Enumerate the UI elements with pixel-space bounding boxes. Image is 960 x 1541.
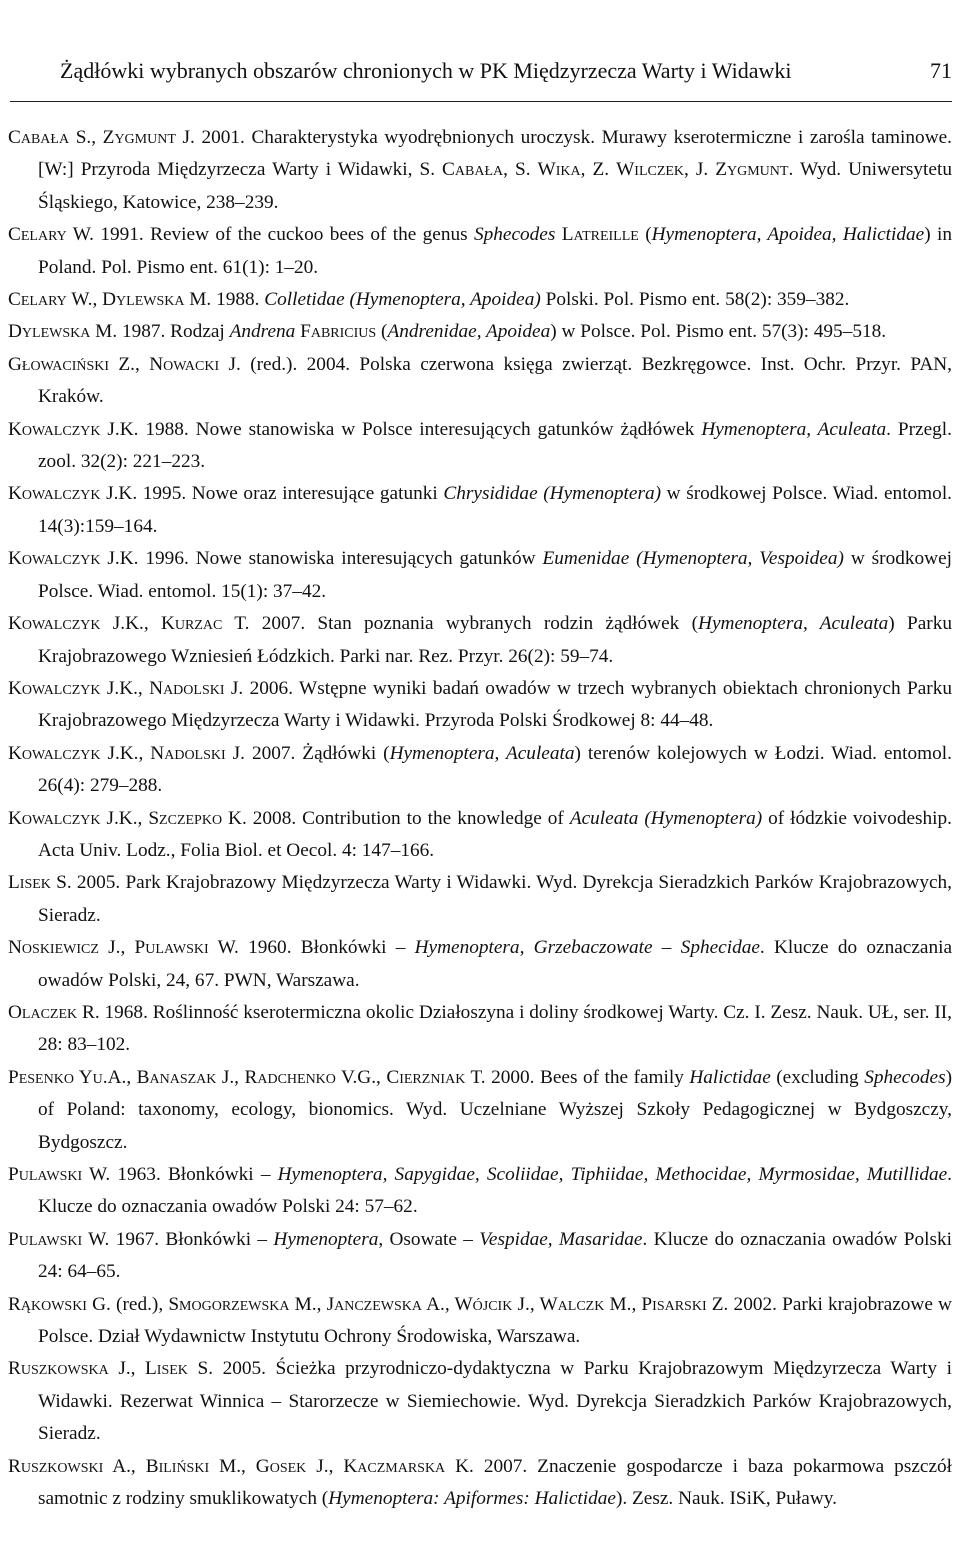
header-divider (10, 101, 952, 102)
reference-italic-text: Hymenoptera: Apiformes: Halictidae (328, 1488, 616, 1510)
reference-text: 2008. Contribution to the knowledge of (246, 807, 570, 829)
reference-entry (8, 284, 952, 316)
reference-text: (red.), (110, 1293, 169, 1315)
reference-author: Rąkowski G. (8, 1293, 111, 1315)
reference-text: ) Parku Krajobrazowego Wzniesień Łódzkich. Parki nar. Rez. Przyr. 26(2): 59–74. (38, 613, 952, 667)
reference-text: w środkowej Polsce. Wiad. entomol. 15(1): 37–42. (38, 548, 952, 602)
reference-italic-text: Hymenoptera, Aculeata (389, 742, 575, 764)
reference-author: Kowalczyk J.K., Nadolski J. (8, 677, 244, 699)
reference-italic-text: Chrysididae (Hymenoptera) (443, 483, 662, 505)
reference-author: Olaczek R. (8, 1001, 100, 1023)
reference-text: ( (376, 321, 388, 343)
reference-entry (8, 867, 952, 932)
reference-entry (8, 543, 952, 608)
reference-text: Polski. Pol. Pismo ent. 58(2): 359–382. (540, 289, 850, 311)
reference-author: Kowalczyk J.K., Kurzac T. (8, 613, 250, 635)
reference-entry (8, 349, 952, 414)
reference-text: (red.). 2004. Polska czerwona księga zwierząt. Bezkręgowce. Inst. Ochr. Przyr. PAN, Kraków. (38, 353, 952, 408)
reference-text: 1960. Błonkówki – (238, 937, 415, 959)
reference-text: 1967. Błonkówki – (109, 1228, 274, 1250)
reference-entry (8, 738, 952, 803)
reference-italic-text: Andrenidae, Apoidea (387, 321, 551, 343)
reference-italic-text: Halictidae (689, 1066, 771, 1088)
reference-text: 1996. Nowe stanowiska interesujących gatunków (138, 548, 543, 570)
reference-italic-text: Sphecodes (473, 224, 556, 246)
reference-text: . Wyd. Uniwersytetu Śląskiego, Katowice, 238–239. (38, 159, 952, 213)
reference-author: Ruszkowski A., Biliński M., Gosek J., Kaczmarska K. (8, 1455, 474, 1477)
reference-list (8, 122, 952, 1515)
reference-author: Pesenko Yu.A., Banaszak J., Radchenko V.G., Cierzniak T. (8, 1066, 486, 1088)
reference-entry (8, 1353, 952, 1450)
reference-text: ( (638, 224, 652, 246)
reference-author: Dylewska M. (8, 321, 118, 343)
reference-italic-text: Hymenoptera, Apoidea, Halictidae (651, 224, 925, 246)
reference-author: Latreille (561, 224, 639, 246)
reference-author: Ruszkowska J., Lisek S. (8, 1358, 214, 1380)
reference-author: Cabała S., Zygmunt J. (8, 127, 195, 148)
reference-text: ) in Poland. Pol. Pismo ent. 61(1): 1–20. (38, 224, 952, 278)
reference-text: . Przegl. zool. 32(2): 221–223. (38, 418, 952, 473)
reference-text: 2005. Park Krajobrazowy Międzyrzecza Warty i Widawki. Wyd. Dyrekcja Sieradzkich Parków Krajobrazowych, Sieradz. (38, 872, 952, 926)
reference-text: 1988. (211, 289, 265, 311)
reference-italic-text: Hymenoptera, Aculeata (701, 418, 887, 440)
reference-text: . Klucze do oznaczania owadów Polski 24: 57–62. (38, 1164, 952, 1218)
reference-text: 1988. Nowe stanowiska w Polsce interesujących gatunków żądłówek (138, 418, 702, 440)
reference-italic-text: Hymenoptera, Grzebaczowate – Sphecidae (414, 937, 760, 959)
reference-italic-text: Hymenoptera, Sapygidae, Scoliidae, Tiphiidae, Methocidae, Myrmosidae, Mutillidae (277, 1164, 948, 1185)
reference-italic-text: Sphecodes (864, 1066, 946, 1088)
reference-text: 2006. Wstępne wyniki badań owadów w trzech wybranych obiektach chronionych Parku Krajobrazowego Międzyrzecza Warty i Widawki. Przyroda Polski Środkowej 8: 44–48. (38, 677, 952, 732)
reference-italic-text: Eumenidae (Hymenoptera, Vespoidea) (542, 548, 844, 570)
reference-entry (8, 414, 952, 479)
reference-entry (8, 803, 952, 868)
reference-author: Głowaciński Z., Nowacki J. (8, 353, 241, 375)
reference-italic-text: Hymenoptera (273, 1228, 379, 1250)
reference-entry (8, 1289, 952, 1354)
running-header (60, 58, 952, 84)
reference-text: (excluding (770, 1066, 865, 1088)
reference-author: Celary W., Dylewska M. (8, 289, 212, 311)
page-number: 71 (930, 58, 952, 83)
reference-text: , Osowate – (378, 1228, 480, 1250)
reference-text: 2007. Stan poznania wybranych rodzin żądłówek ( (249, 613, 699, 635)
reference-text: ) terenów kolejowych w Łodzi. Wiad. entomol. 26(4): 279–288. (38, 742, 952, 797)
reference-text: 1968. Roślinność kserotermiczna okolic Działoszyna i doliny środkowej Warty. Cz. I. Zesz. Nauk. UŁ, ser. II, 28: 83–102. (38, 1001, 953, 1056)
reference-text: 1991. Review of the cuckoo bees of the genus (94, 224, 474, 246)
reference-text: ) w Polsce. Pol. Pismo ent. 57(3): 495–518. (550, 321, 887, 343)
reference-author: Zygmunt (715, 159, 789, 181)
reference-author: Cabała (442, 159, 504, 181)
reference-text: , S. (503, 159, 538, 181)
reference-author: Kowalczyk J.K., Szczepko K. (8, 807, 247, 829)
reference-author: Kowalczyk J.K. (8, 418, 139, 440)
reference-author: Kowalczyk J.K. (8, 548, 139, 570)
reference-text: . Klucze do oznaczania owadów Polski 24: 64–65. (38, 1228, 952, 1283)
reference-text: 1995. Nowe oraz interesujące gatunki (137, 483, 444, 505)
reference-italic-text: Aculeata (Hymenoptera) (569, 807, 763, 829)
reference-text: ) of Poland: taxonomy, ecology, bionomics. Wyd. Uczelniane Wyższej Szkoły Pedagogicznej w Bydgoszczy, Bydgoszcz. (38, 1066, 952, 1153)
reference-author: Fabricius (300, 321, 377, 343)
reference-text: w środkowej Polsce. Wiad. entomol. 14(3):159–164. (38, 483, 953, 537)
reference-text: 2001. Charakterystyka wyodrębnionych uroczysk. Murawy kserotermiczne i zarośla taminowe. [W:] Przyroda Międzyrzecza Warty i Widawki, S. (38, 127, 952, 181)
reference-text: , J. (684, 159, 716, 181)
reference-text: 2002. Parki krajobrazowe w Polsce. Dział Wydawnictw Instytutu Ochrony Środowiska, Warszawa. (38, 1293, 952, 1348)
reference-author: Kowalczyk J.K., Nadolski J. (8, 742, 245, 764)
reference-author: Kowalczyk J.K. (8, 483, 138, 505)
reference-text: , Z. (580, 159, 617, 181)
reference-italic-text: Colletidae (Hymenoptera, Apoidea) (264, 289, 541, 311)
reference-text: 2000. Bees of the family (485, 1066, 690, 1088)
reference-text: 1987. Rodzaj (117, 321, 230, 343)
reference-entry (8, 478, 952, 543)
reference-author: Wilczek (616, 159, 685, 181)
reference-text: of łódzkie voivodeship. Acta Univ. Lodz., Folia Biol. et Oecol. 4: 147–166. (38, 807, 952, 861)
reference-text: 2007. Znaczenie gospodarcze i baza pokarmowa pszczół samotnic z rodziny smuklikowatych ( (38, 1455, 953, 1510)
reference-text: 2005. Ścieżka przyrodniczo-dydaktyczna w Parku Krajobrazowym Międzyrzecza Warty i Widawki. Rezerwat Winnica – Starorzecze w Siemiechowie. Wyd. Dyrekcja Sieradzkich Parków Krajobrazowych, Sieradz. (38, 1358, 952, 1445)
reference-italic-text: Hymenoptera, Aculeata (698, 613, 889, 635)
reference-entry (8, 932, 952, 997)
reference-author: Pulawski W. (8, 1228, 110, 1250)
running-title: Żądłówki wybranych obszarów chronionych w PK Międzyrzecza Warty i Widawki (60, 58, 792, 83)
reference-author: Celary W. (8, 224, 95, 246)
reference-author: Smogorzewska M., Janczewska A., Wójcik J., Walczk M., Pisarski Z. (168, 1293, 729, 1315)
reference-italic-text: Andrena (229, 321, 296, 343)
reference-author: Lisek S. (8, 872, 72, 894)
reference-entry (8, 1451, 952, 1516)
reference-entry (8, 1062, 952, 1159)
reference-entry (8, 219, 952, 284)
reference-entry (8, 1224, 952, 1289)
reference-entry (8, 673, 952, 738)
reference-entry (8, 1159, 952, 1224)
reference-author: Pulawski W. (8, 1164, 111, 1185)
reference-text: 2007. Żądłówki ( (244, 742, 390, 764)
reference-author: Noskiewicz J., Pulawski W. (8, 937, 239, 959)
reference-italic-text: Vespidae, Masaridae (479, 1228, 643, 1250)
reference-text: ). Zesz. Nauk. ISiK, Puławy. (615, 1488, 837, 1510)
reference-author: Wika (537, 159, 581, 181)
reference-entry (8, 608, 952, 673)
reference-entry (8, 122, 952, 219)
reference-text: 1963. Błonkówki – (110, 1164, 278, 1185)
reference-entry (8, 316, 952, 348)
reference-entry (8, 997, 952, 1062)
reference-text: . Klucze do oznaczania owadów Polski, 24, 67. PWN, Warszawa. (38, 937, 953, 991)
